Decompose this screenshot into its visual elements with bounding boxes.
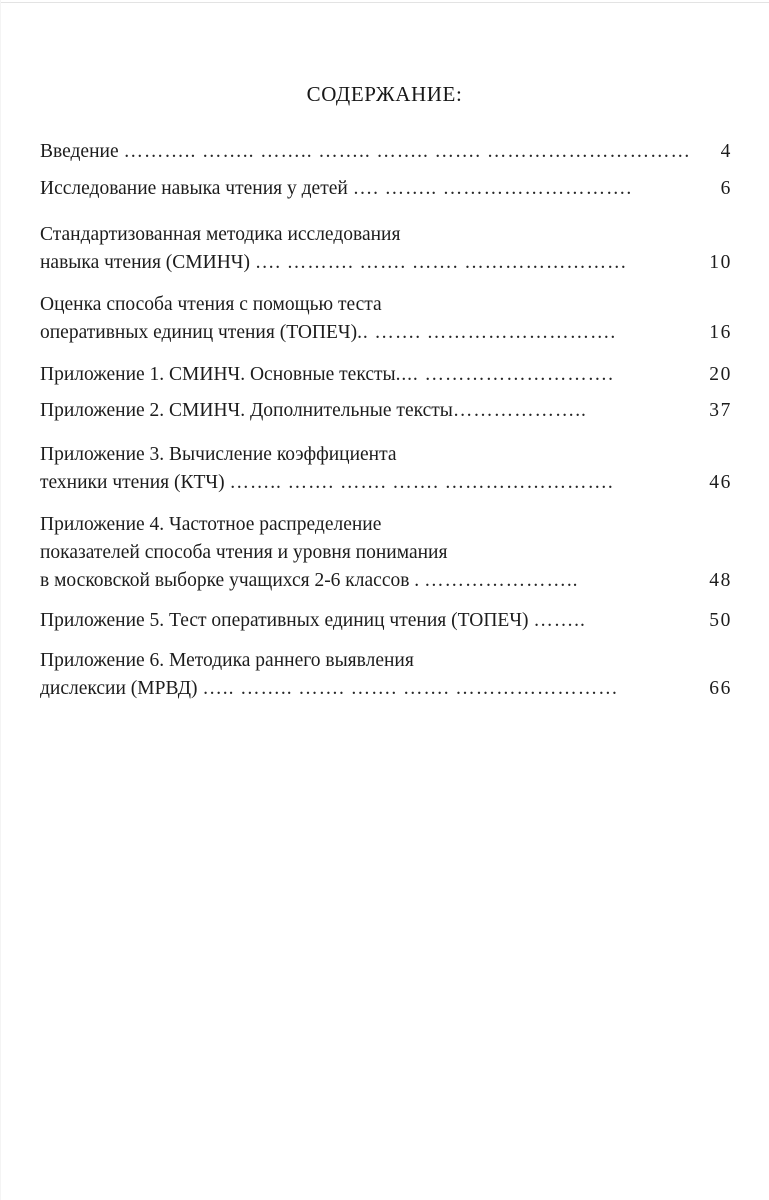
toc-dot-leader: ……….. …….. …….. …….. …….. ……. ………………………… — [123, 141, 691, 162]
toc-entry-title: Оценка способа чтения с помощью теста — [40, 294, 382, 315]
toc-dot-leader: ….. …….. ……. ……. ……. …………………… — [202, 678, 619, 699]
toc-entry[interactable] — [40, 441, 732, 497]
toc-dot-leader: …….. — [533, 610, 586, 631]
toc-entry-line — [40, 441, 732, 469]
toc-page-number: 66 — [709, 678, 732, 699]
toc-entry[interactable] — [40, 647, 732, 703]
toc-entry[interactable] — [40, 607, 732, 635]
toc-entry-line — [40, 647, 732, 675]
toc-entry-title: Приложение 6. Методика раннего выявления — [40, 650, 414, 671]
toc-entry-line — [40, 319, 732, 347]
toc-dot-leader: .. ……. ………………………. — [357, 322, 617, 343]
toc-entry-title: техники чтения (КТЧ) — [40, 472, 230, 493]
toc-entry-line — [40, 675, 732, 703]
table-of-contents-list — [40, 138, 732, 703]
toc-entry-line — [40, 539, 732, 567]
toc-entry-title: Приложение 4. Частотное распределение — [40, 514, 382, 535]
toc-entry-title: Приложение 2. СМИНЧ. Дополнительные тексты — [40, 400, 453, 421]
toc-entry-line — [40, 469, 732, 497]
toc-entry[interactable] — [40, 221, 732, 277]
toc-entry-line — [40, 249, 732, 277]
toc-dot-leader: …. ………. ……. ……. …………………… — [254, 252, 628, 273]
toc-entry[interactable] — [40, 397, 732, 425]
toc-entry-title: показателей способа чтения и уровня понимания — [40, 542, 448, 563]
toc-dot-leader: .... ………………………. — [395, 364, 614, 385]
toc-entry-title: навыка чтения (СМИНЧ) — [40, 252, 255, 273]
toc-entry[interactable] — [40, 175, 732, 203]
toc-entry-line — [40, 397, 732, 425]
toc-page-number: 48 — [709, 570, 732, 591]
toc-entry-line — [40, 291, 732, 319]
toc-entry[interactable] — [40, 291, 732, 347]
toc-page-number: 4 — [720, 141, 732, 162]
toc-entry-line — [40, 221, 732, 249]
toc-dot-leader: …. …….. ………………………. — [352, 178, 633, 199]
toc-entry-title: в московской выборке учащихся 2-6 классов . — [40, 570, 425, 591]
toc-entry-line — [40, 607, 732, 635]
toc-entry-line — [40, 567, 732, 595]
page-title: СОДЕРЖАНИЕ: — [306, 82, 463, 106]
toc-entry-line — [40, 138, 732, 166]
toc-entry-title: Приложение 1. СМИНЧ. Основные тексты — [40, 364, 396, 385]
toc-entry-title: оперативных единиц чтения (ТОПЕЧ) — [40, 322, 358, 343]
toc-page-number: 20 — [709, 364, 732, 385]
toc-page-number: 37 — [709, 400, 732, 421]
toc-entry-title: Приложение 3. Вычисление коэффициента — [40, 444, 397, 465]
toc-page-number: 16 — [709, 322, 732, 343]
toc-dot-leader: …….. ……. ……. ……. ……………………. — [229, 472, 614, 493]
toc-page-number: 6 — [720, 178, 732, 199]
toc-dot-leader: ………………….. — [424, 570, 579, 591]
toc-entry[interactable] — [40, 511, 732, 595]
toc-page-number: 50 — [709, 610, 732, 631]
toc-entry-title: Исследование навыка чтения у детей — [40, 178, 353, 199]
toc-entry-line — [40, 175, 732, 203]
toc-entry-title: дислексии (МРВД) — [40, 678, 203, 699]
toc-entry[interactable] — [40, 361, 732, 389]
toc-entry[interactable] — [40, 138, 732, 166]
toc-entry-line — [40, 361, 732, 389]
toc-page-number: 46 — [709, 472, 732, 493]
toc-entry-title: Стандартизованная методика исследования — [40, 224, 401, 245]
toc-entry-line — [40, 511, 732, 539]
toc-entry-title: Введение — [40, 141, 124, 162]
toc-entry-title: Приложение 5. Тест оперативных единиц чтения (ТОПЕЧ) — [40, 610, 534, 631]
toc-dot-leader: ……………….. — [452, 400, 587, 421]
toc-page-number: 10 — [709, 252, 732, 273]
